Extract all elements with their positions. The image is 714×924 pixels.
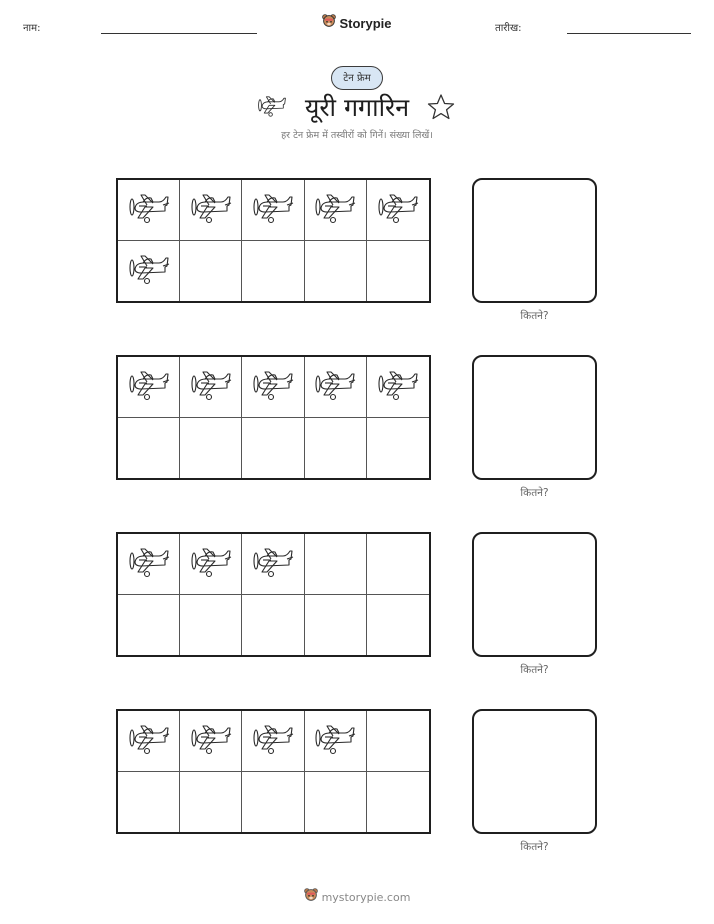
- ten-frame-cell: [242, 595, 304, 656]
- ten-frame-cell: [242, 711, 304, 772]
- worksheet-type-badge: टेन फ्रेम: [331, 66, 383, 90]
- airplane-icon: [189, 368, 233, 406]
- airplane-icon: [127, 191, 171, 229]
- airplane-icon: [127, 252, 171, 290]
- airplane-icon: [376, 191, 420, 229]
- ten-frame-cell: [305, 180, 367, 241]
- ten-frame-cell: [305, 418, 367, 479]
- ten-frame-cell: [118, 418, 180, 479]
- airplane-icon: [127, 545, 171, 583]
- ten-frame-cell: [242, 180, 304, 241]
- airplane-icon: [313, 191, 357, 229]
- answer-box[interactable]: [472, 709, 597, 834]
- ten-frame-cell: [180, 180, 242, 241]
- ten-frame-cell: [180, 711, 242, 772]
- date-line[interactable]: [567, 33, 691, 34]
- airplane-icon: [376, 368, 420, 406]
- airplane-icon: [251, 722, 295, 760]
- ten-frame-cell: [242, 241, 304, 302]
- ten-frame-cell: [180, 418, 242, 479]
- ten-frame-cell: [118, 772, 180, 833]
- ten-frame-cell: [305, 241, 367, 302]
- ten-frame-cell: [367, 595, 429, 656]
- airplane-icon: [189, 191, 233, 229]
- ten-frame-cell: [180, 595, 242, 656]
- ten-frame: [116, 709, 431, 834]
- answer-box[interactable]: [472, 178, 597, 303]
- answer-box[interactable]: [472, 355, 597, 480]
- answer-box[interactable]: [472, 532, 597, 657]
- brand-logo: [0, 13, 714, 33]
- ten-frame-cell: [180, 772, 242, 833]
- ten-frame-cell: [367, 711, 429, 772]
- airplane-icon: [251, 545, 295, 583]
- star-icon: [426, 93, 456, 125]
- date-label: तारीख:: [495, 23, 522, 34]
- ten-frame: [116, 355, 431, 480]
- ten-frame-cell: [118, 534, 180, 595]
- ten-frame: [116, 532, 431, 657]
- airplane-icon: [189, 545, 233, 583]
- ten-frame-cell: [242, 534, 304, 595]
- page-title: यूरी गगारिन: [304, 93, 410, 122]
- ten-frame-cell: [118, 595, 180, 656]
- ten-frame-cell: [180, 357, 242, 418]
- footer-url[interactable]: mystorypie.com: [321, 890, 411, 904]
- ten-frame-cell: [367, 241, 429, 302]
- ten-frame-cell: [367, 418, 429, 479]
- bear-mascot-icon: [322, 13, 336, 33]
- count-prompt: कितने?: [520, 664, 549, 676]
- ten-frame-cell: [180, 241, 242, 302]
- ten-frame: [116, 178, 431, 303]
- ten-frame-cell: [180, 534, 242, 595]
- bear-mascot-icon: [304, 887, 318, 907]
- ten-frame-cell: [305, 711, 367, 772]
- airplane-icon: [189, 722, 233, 760]
- footer: [0, 887, 714, 907]
- ten-frame-cell: [367, 357, 429, 418]
- ten-frame-cell: [242, 772, 304, 833]
- ten-frame-cell: [118, 357, 180, 418]
- ten-frame-cell: [118, 180, 180, 241]
- count-prompt: कितने?: [520, 487, 549, 499]
- airplane-icon: [127, 722, 171, 760]
- airplane-icon: [251, 368, 295, 406]
- ten-frame-cell: [305, 772, 367, 833]
- ten-frame-cell: [242, 357, 304, 418]
- brand-name: Storypie: [339, 15, 392, 31]
- airplane-icon: [251, 191, 295, 229]
- ten-frame-cell: [305, 534, 367, 595]
- airplane-icon: [313, 368, 357, 406]
- ten-frame-cell: [305, 357, 367, 418]
- ten-frame-cell: [118, 711, 180, 772]
- ten-frame-cell: [367, 772, 429, 833]
- ten-frame-cell: [118, 241, 180, 302]
- count-prompt: कितने?: [520, 841, 549, 853]
- ten-frame-cell: [367, 534, 429, 595]
- instructions: हर टेन फ्रेम में तस्वीरों को गिनें। संख्या लिखें।: [281, 130, 433, 141]
- name-label: नाम:: [23, 23, 41, 34]
- airplane-icon: [127, 368, 171, 406]
- ten-frame-cell: [305, 595, 367, 656]
- ten-frame-cell: [242, 418, 304, 479]
- count-prompt: कितने?: [520, 310, 549, 322]
- ten-frame-cell: [367, 180, 429, 241]
- name-line[interactable]: [101, 33, 257, 34]
- airplane-icon: [313, 722, 357, 760]
